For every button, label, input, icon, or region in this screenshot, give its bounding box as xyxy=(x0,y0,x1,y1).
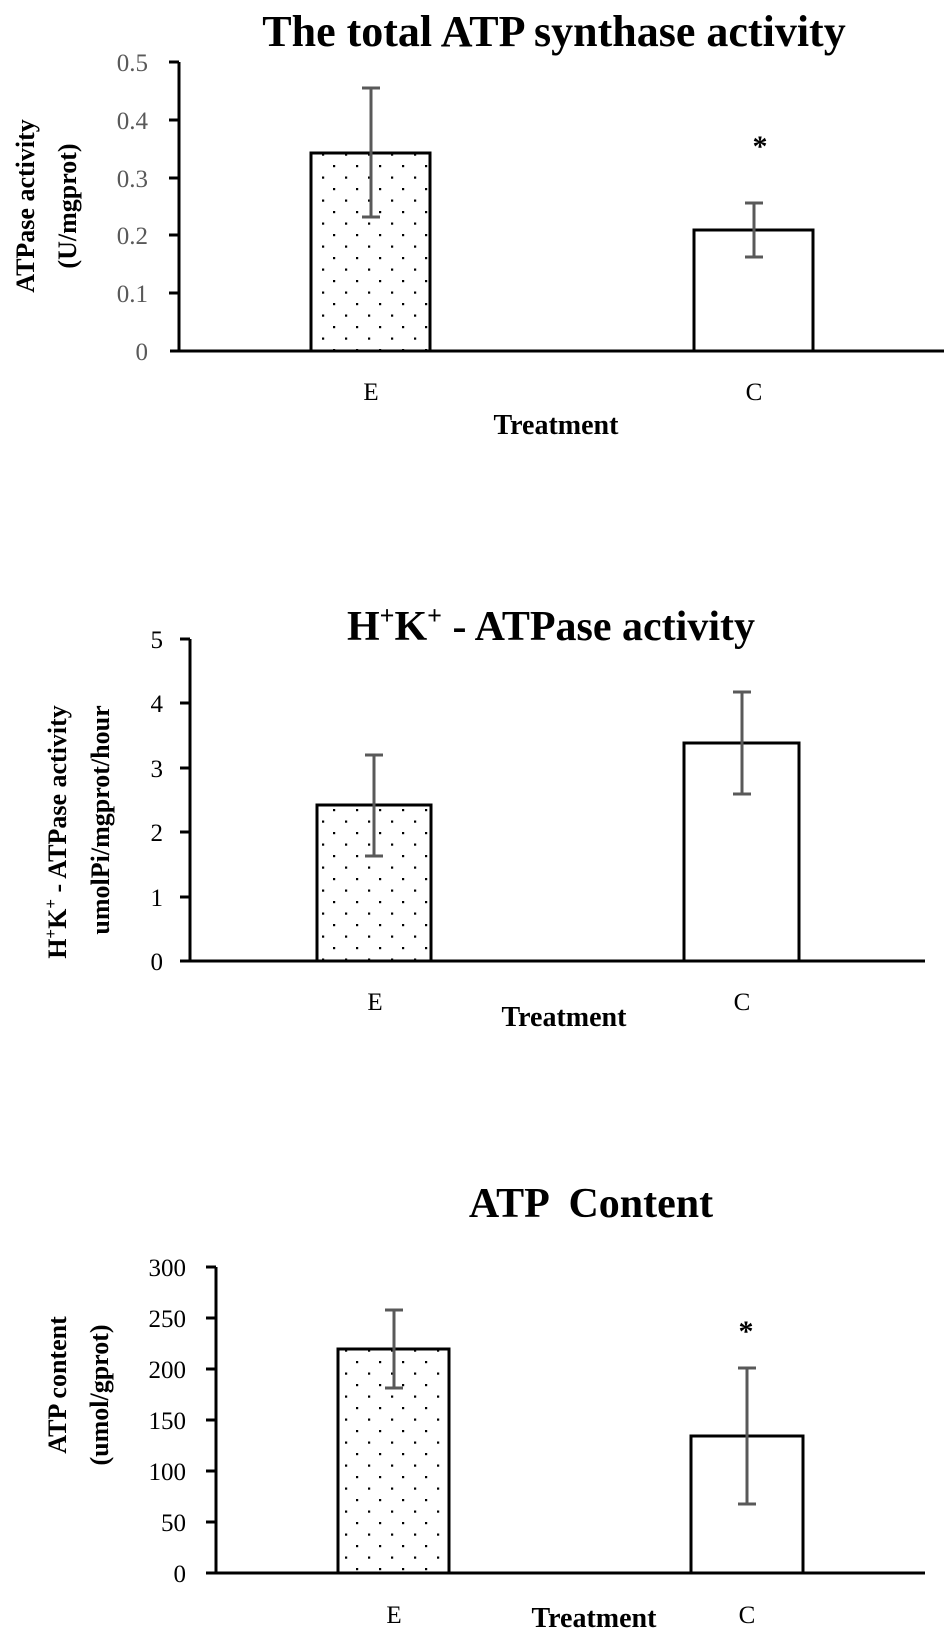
y-axis-label-line1: ATP content xyxy=(43,1316,72,1454)
y-axis-label xyxy=(43,1316,114,1466)
y-tick: 0.4 xyxy=(116,108,148,135)
y-tick: 0 xyxy=(173,1561,186,1588)
x-axis-label: Treatment xyxy=(493,410,619,441)
y-axis-label-line2: umolPi/mgprot/hour xyxy=(86,705,115,935)
x-axis-label: Treatment xyxy=(531,1603,657,1634)
significance-marker: * xyxy=(752,130,768,163)
x-axis-label: Treatment xyxy=(501,1002,627,1033)
y-tick: 50 xyxy=(161,1510,186,1537)
y-axis-label xyxy=(11,119,82,293)
bar-c xyxy=(691,1315,803,1573)
chart-title: The total ATP synthase activity xyxy=(262,7,846,56)
y-tick: 0 xyxy=(135,339,148,366)
y-tick: 2 xyxy=(150,820,163,847)
y-tick: 3 xyxy=(150,756,163,783)
y-tick: 200 xyxy=(148,1357,186,1384)
y-axis xyxy=(151,627,191,976)
bar-e xyxy=(338,1310,449,1573)
chart-atp-content xyxy=(43,1181,925,1634)
chart-title: ATP Content xyxy=(468,1181,714,1227)
y-tick: 100 xyxy=(148,1459,186,1486)
y-axis-label-line1: H+K+ - ATPase activity xyxy=(41,705,72,959)
y-axis-label xyxy=(41,705,115,959)
bar-c xyxy=(694,130,813,351)
x-category-e: E xyxy=(367,989,383,1016)
y-axis-label-line1: ATPase activity xyxy=(11,119,40,293)
chart-total-atp-synthase xyxy=(11,7,944,441)
x-category-c: C xyxy=(745,379,763,406)
significance-marker: * xyxy=(738,1315,754,1348)
x-category-c: C xyxy=(738,1602,756,1629)
x-category-e: E xyxy=(386,1602,402,1629)
y-tick: 0 xyxy=(150,949,163,976)
y-tick: 0.3 xyxy=(116,166,148,193)
chart-hk-atpase xyxy=(41,601,925,1033)
y-axis-label-line2: (umol/gprot) xyxy=(85,1324,114,1466)
y-tick: 150 xyxy=(148,1408,186,1435)
bar-e xyxy=(311,88,430,351)
y-axis-label-line2: (U/mgprot) xyxy=(53,143,82,269)
x-category-e: E xyxy=(363,379,379,406)
y-tick: 5 xyxy=(150,627,163,654)
y-axis xyxy=(117,50,179,366)
y-tick: 250 xyxy=(148,1306,186,1333)
y-tick: 0.5 xyxy=(116,50,148,77)
bar-c xyxy=(684,692,799,961)
chart-title: H+K+ - ATPase activity xyxy=(347,601,755,650)
x-category-c: C xyxy=(733,989,751,1016)
y-axis xyxy=(149,1255,217,1588)
y-tick: 4 xyxy=(150,691,163,718)
bar-e xyxy=(317,755,431,961)
y-tick: 0.2 xyxy=(116,223,148,250)
y-tick: 1 xyxy=(150,885,163,912)
y-tick: 300 xyxy=(148,1255,186,1282)
y-tick: 0.1 xyxy=(116,281,148,308)
